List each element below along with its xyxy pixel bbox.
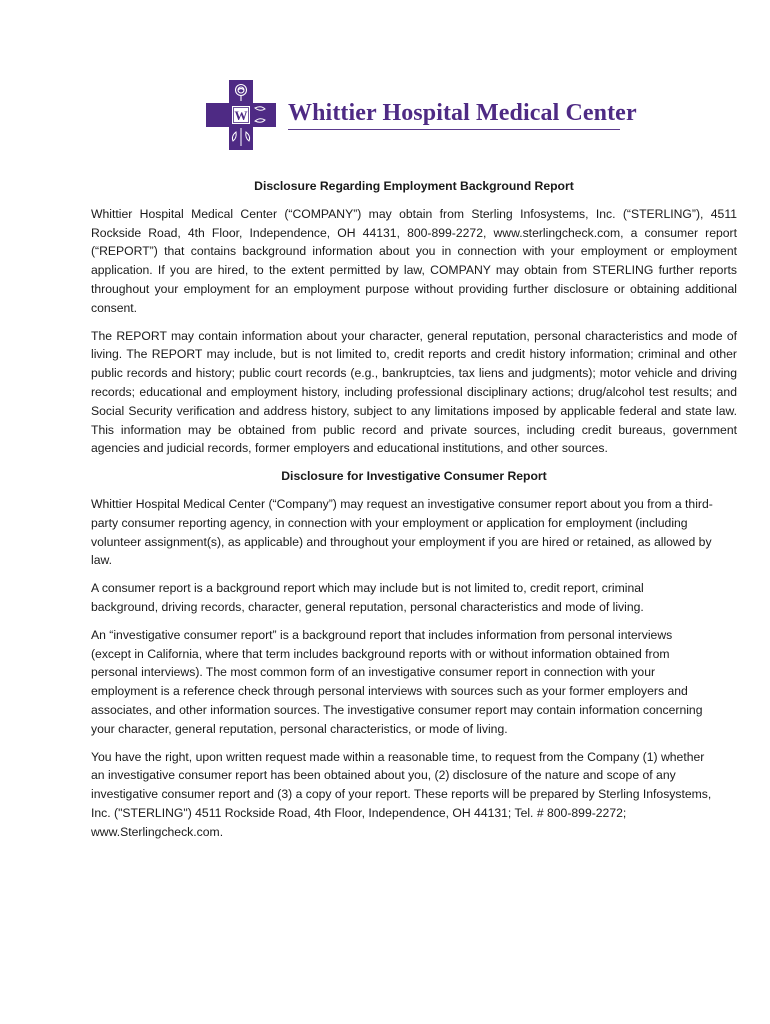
paragraph: A consumer report is a background report which may include but is not limited to, credit report, criminal background, driving records, character, general reputation, personal characteristics and mode of living. — [91, 581, 644, 614]
organization-name: Whittier Hospital Medical Center — [288, 100, 637, 126]
paragraph: Whittier Hospital Medical Center (“COMPANY”) may obtain from Sterling Infosystems, Inc. (“STERLING”), 4511 Rockside Road, 4th Floor, Independence, OH 44131, 800-899-2272, www.sterlingcheck.com, a consumer report (“REPORT”) that contains background information about you in connection with your employment or employment application. If you are hired, to the extent permitted by law, COMPANY may obtain from STERLING further reports throughout your employment for an employment purpose without providing further disclosure or obtaining additional consent. — [91, 206, 737, 315]
hospital-cross-logo-icon — [206, 80, 276, 150]
paragraph: You have the right, upon written request made within a reasonable time, to request from the Company (1) whether an investigative consumer report has been obtained about you, (2) disclosure of the nature and scope of any investigative consumer report and (3) a copy of your report. These reports will be prepared by Sterling Infosystems, Inc. ("STERLING") 4511 Rockside Road, 4th Floor, Independence, OH 44131; Tel. # 800-899-2272; www.Sterlingcheck.com. — [91, 749, 712, 839]
paragraph: Whittier Hospital Medical Center (“Company”) may request an investigative consumer report about you from a third-party consumer reporting agency, in connection with your employment or application for employment (including volunteer assignment(s), as applicable) and throughout your employment if you are hired or retained, as allowed by law. — [91, 496, 713, 568]
header-divider — [288, 129, 620, 130]
letterhead — [206, 80, 637, 150]
section-title-background-report: Disclosure Regarding Employment Background Report — [254, 179, 574, 193]
section-title-investigative-report: Disclosure for Investigative Consumer Report — [281, 469, 547, 484]
document-body — [91, 177, 737, 851]
logo-letter: W — [234, 108, 248, 123]
paragraph: An “investigative consumer report” is a background report that includes information from personal interviews (except in California, where that term includes background reports with or without information obtained from personal interviews). The most common form of an investigative consumer report in connection with your employment is a reference check through personal interviews with sources such as your former employers and associates, and other information sources. The investigative consumer report may contain information concerning your character, general reputation, personal characteristics, or mode of living. — [91, 627, 703, 736]
paragraph: The REPORT may contain information about your character, general reputation, personal characteristics and mode of living. The REPORT may include, but is not limited to, credit reports and credit history information; criminal and other public records and history; public court records (e.g., bankruptcies, tax liens and judgments); motor vehicle and driving records; educational and employment history, including professional disciplinary actions; drug/alcohol test results; and Social Security verification and address history, subject to any limitations imposed by applicable federal and state law. This information may be obtained from public record and private sources, including credit bureaus, government agencies and judicial records, former employers and educational institutions, and other sources. — [91, 328, 737, 456]
